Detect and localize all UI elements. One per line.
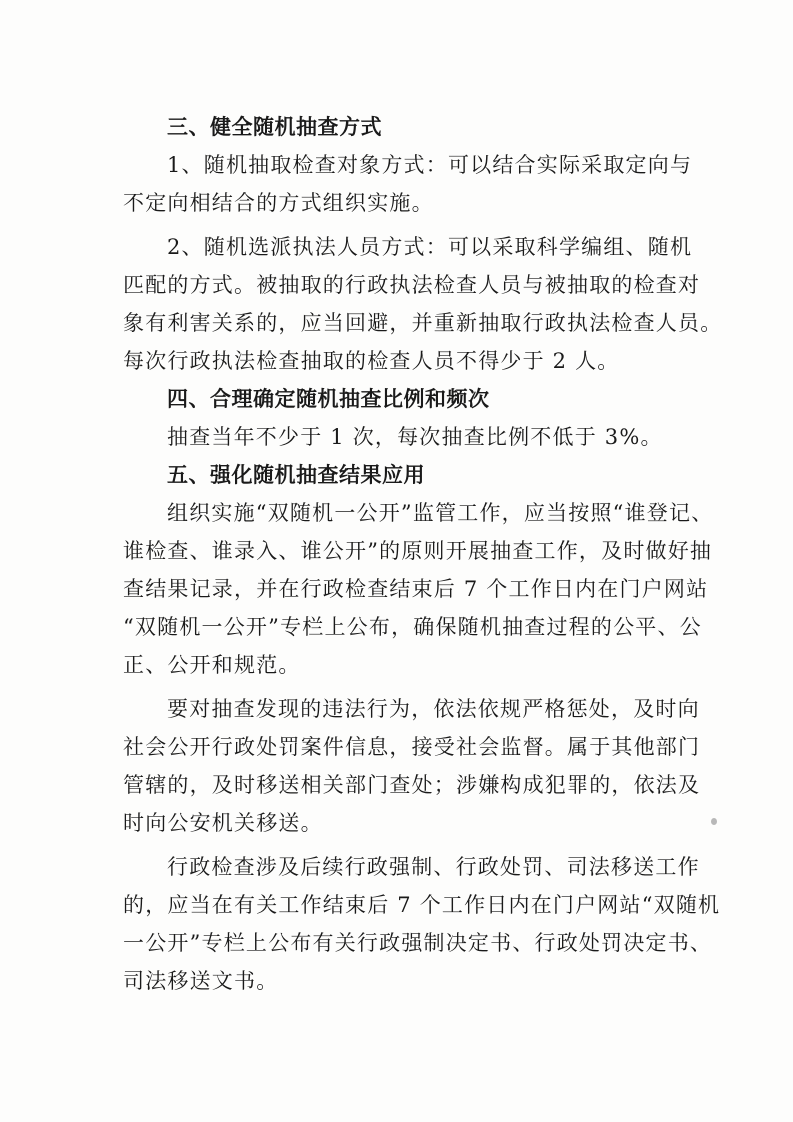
paragraph-line: 组织实施“双随机一公开”监管工作，应当按照“谁登记、	[167, 501, 714, 525]
paragraph-line: 管辖的，及时移送相关部门查处；涉嫌构成犯罪的，依法及	[123, 773, 701, 797]
paragraph-line: 1、随机抽取检查对象方式：可以结合实际采取定向与	[167, 153, 693, 177]
paragraph-3-1	[123, 146, 693, 222]
section-heading-3: 三、健全随机抽查方式	[167, 115, 382, 139]
paragraph-5-2	[123, 690, 701, 842]
paragraph-line: 要对抽查发现的违法行为，依法依规严格惩处，及时向	[167, 697, 700, 721]
paragraph-line: 谁检查、谁录入、谁公开”的原则开展抽查工作，及时做好抽	[123, 539, 713, 563]
paragraph-line: 2、随机选派执法人员方式：可以采取科学编组、随机	[167, 235, 693, 259]
paragraph-line: 一公开”专栏上公布有关行政强制决定书、行政处罚决定书、	[123, 931, 713, 955]
paragraph-line: 每次行政执法检查抽取的检查人员不得少于 2 人。	[123, 349, 620, 373]
paragraph-line: “双随机一公开”专栏上公布，确保随机抽查过程的公平、公	[123, 615, 702, 639]
paragraph-line: 社会公开行政处罚案件信息，接受社会监督。属于其他部门	[123, 735, 701, 759]
paragraph-3-2	[123, 228, 723, 380]
paragraph-4-1	[123, 418, 683, 456]
paragraph-line: 正、公开和规范。	[123, 653, 301, 677]
paragraph-line: 行政检查涉及后续行政强制、行政处罚、司法移送工作	[167, 855, 700, 879]
paragraph-5-3	[123, 848, 721, 1000]
paragraph-line: 象有利害关系的，应当回避，并重新抽取行政执法检查人员。	[123, 311, 723, 335]
section-heading-5: 五、强化随机抽查结果应用	[167, 463, 425, 487]
paragraph-line: 抽查当年不少于 1 次，每次抽查比例不低于 3%。	[167, 425, 663, 449]
paragraph-line: 查结果记录，并在行政检查结束后 7 个工作日内在门户网站	[123, 577, 709, 601]
section-heading-4: 四、合理确定随机抽查比例和频次	[167, 387, 490, 411]
paragraph-5-1	[123, 494, 714, 684]
paragraph-line: 不定向相结合的方式组织实施。	[123, 191, 434, 215]
scan-speck	[711, 818, 717, 825]
paragraph-line: 匹配的方式。被抽取的行政执法检查人员与被抽取的检查对	[123, 273, 701, 297]
paragraph-line: 的，应当在有关工作结束后 7 个工作日内在门户网站“双随机	[123, 893, 721, 917]
paragraph-line: 司法移送文书。	[123, 969, 279, 993]
document-body	[123, 108, 723, 1000]
paragraph-line: 时向公安机关移送。	[123, 811, 323, 835]
